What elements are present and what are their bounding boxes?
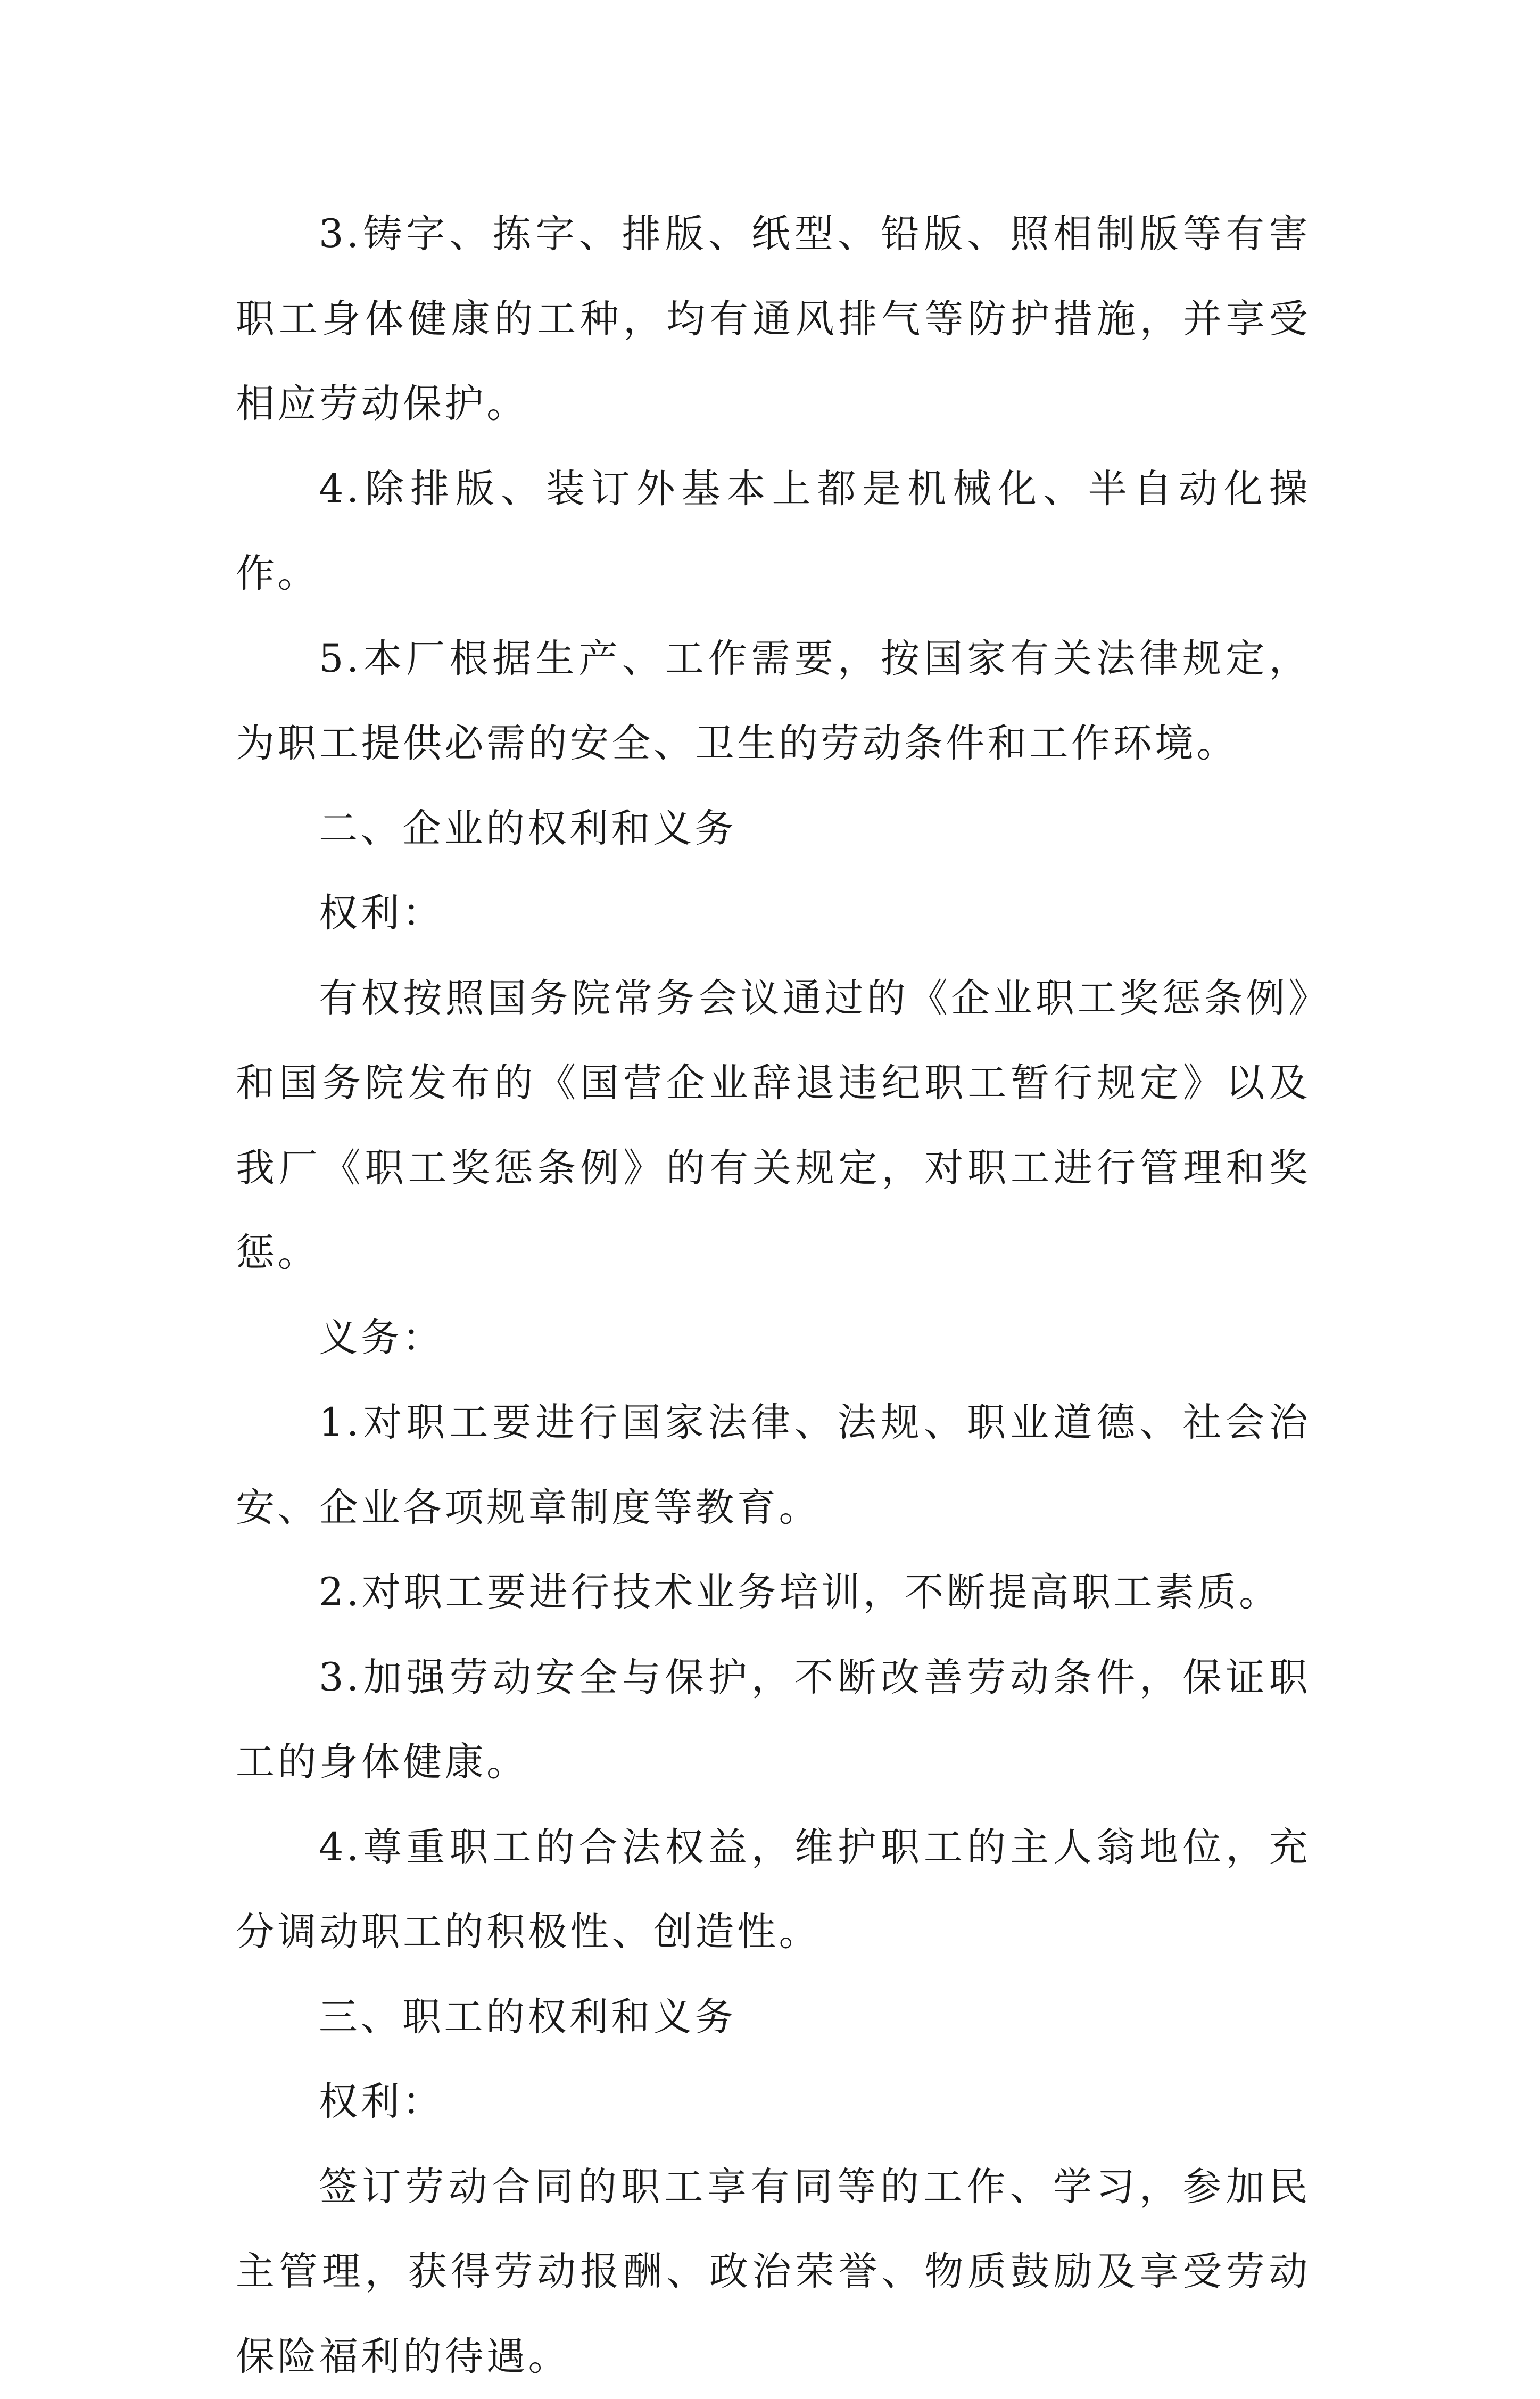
section-heading: 二、企业的权利和义务 (236, 786, 1311, 871)
subheading: 权利： (236, 2059, 1311, 2145)
subheading: 义务： (236, 1296, 1311, 1381)
paragraph: 3.加强劳动安全与保护，不断改善劳动条件，保证职工的身体健康。 (236, 1635, 1311, 1805)
paragraph: 4.尊重职工的合法权益，维护职工的主人翁地位，充分调动职工的积极性、创造性。 (236, 1805, 1311, 1975)
paragraph: 4.除排版、装订外基本上都是机械化、半自动化操作。 (236, 447, 1311, 616)
paragraph: 2.对职工要进行技术业务培训，不断提高职工素质。 (236, 1550, 1311, 1635)
paragraph: 3.铸字、拣字、排版、纸型、铅版、照相制版等有害职工身体健康的工种，均有通风排气等防护措施，并享受相应劳动保护。 (236, 192, 1311, 447)
subheading: 权利： (236, 871, 1311, 956)
paragraph: 1.对职工要进行国家法律、法规、职业道德、社会治安、企业各项规章制度等教育。 (236, 1380, 1311, 1550)
paragraph: 5.本厂根据生产、工作需要，按国家有关法律规定，为职工提供必需的安全、卫生的劳动条件和工作环境。 (236, 616, 1311, 786)
section-heading: 三、职工的权利和义务 (236, 1975, 1311, 2060)
paragraph: 签订劳动合同的职工享有同等的工作、学习，参加民主管理，获得劳动报酬、政治荣誉、物质鼓励及享受劳动保险福利的待遇。 (236, 2145, 1311, 2399)
document-body (236, 192, 1311, 2399)
paragraph: 有权按照国务院常务会议通过的《企业职工奖惩条例》和国务院发布的《国营企业辞退违纪职工暂行规定》以及我厂《职工奖惩条例》的有关规定，对职工进行管理和奖惩。 (236, 956, 1311, 1296)
